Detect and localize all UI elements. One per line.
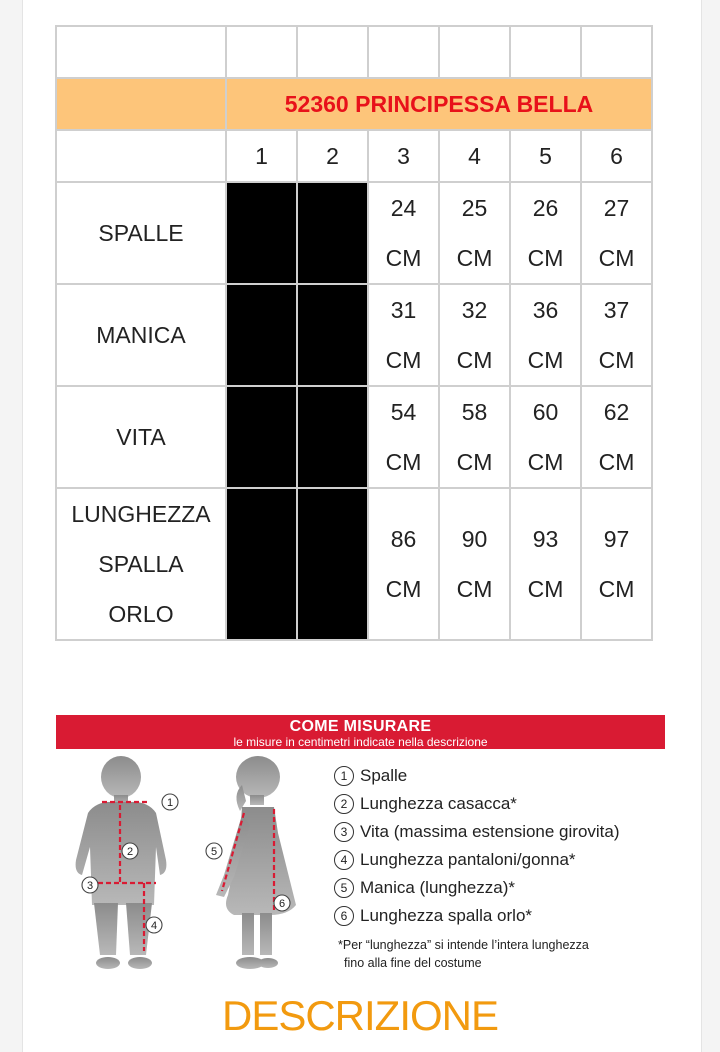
- how-to-measure-guide: [56, 715, 665, 980]
- step-number: 2: [334, 794, 354, 814]
- measurement-value: [510, 284, 581, 386]
- guide-title: COME MISURARE: [289, 718, 432, 735]
- size-header: 3: [368, 130, 439, 182]
- label-line: LUNGHEZZA: [71, 501, 211, 527]
- value-number: 93: [532, 526, 559, 552]
- girl-figure-side: [216, 756, 296, 969]
- figure-mark: 6: [278, 898, 286, 910]
- value-number: 60: [532, 399, 559, 425]
- step-number: 4: [334, 850, 354, 870]
- product-title: 52360 PRINCIPESSA BELLA: [284, 90, 594, 117]
- figure-mark: 4: [150, 920, 158, 932]
- measurement-row: [56, 488, 652, 640]
- measurement-row: [56, 182, 652, 284]
- measurement-value: [581, 488, 652, 640]
- step-text: Lunghezza casacca*: [360, 794, 517, 813]
- table-title-row: [56, 78, 652, 130]
- value-unit: CM: [385, 576, 422, 602]
- figure-mark: 3: [86, 880, 94, 892]
- measurement-value: [510, 182, 581, 284]
- step-number: 1: [334, 766, 354, 786]
- guide-step: [334, 790, 620, 818]
- value-unit: CM: [456, 576, 493, 602]
- size-header: 4: [439, 130, 510, 182]
- unavailable-size-cell: [226, 182, 297, 284]
- value-number: 86: [390, 526, 417, 552]
- step-text: Spalle: [360, 766, 408, 785]
- unavailable-size-cell: [226, 284, 297, 386]
- size-table: [55, 25, 653, 641]
- guide-step: [334, 846, 620, 874]
- figure-mark: 1: [166, 797, 174, 809]
- size-header: 6: [581, 130, 652, 182]
- value-unit: CM: [456, 245, 493, 271]
- guide-step: [334, 818, 620, 846]
- label-line: SPALLA: [98, 551, 184, 577]
- value-unit: CM: [598, 576, 635, 602]
- page-left-edge: [0, 0, 23, 1052]
- value-unit: CM: [598, 347, 635, 373]
- step-number: 6: [334, 906, 354, 926]
- step-text: Lunghezza spalla orlo*: [360, 906, 533, 925]
- guide-step: [334, 762, 620, 790]
- measurement-value: [368, 488, 439, 640]
- measurement-value: [368, 386, 439, 488]
- measurement-label: [56, 488, 226, 640]
- unavailable-size-cell: [226, 386, 297, 488]
- step-text: Lunghezza pantaloni/gonna*: [360, 850, 576, 869]
- size-header: 2: [297, 130, 368, 182]
- measurement-value: [510, 386, 581, 488]
- value-number: 31: [390, 297, 417, 323]
- value-unit: CM: [456, 449, 493, 475]
- value-unit: CM: [385, 347, 422, 373]
- value-unit: CM: [385, 449, 422, 475]
- measurement-value: [510, 488, 581, 640]
- value-unit: CM: [527, 245, 564, 271]
- measurement-value: [439, 182, 510, 284]
- value-number: 90: [461, 526, 488, 552]
- measurement-value: [368, 284, 439, 386]
- value-number: 97: [603, 526, 630, 552]
- step-text: Vita (massima estensione girovita): [360, 822, 620, 841]
- footnote-line: fino alla fine del costume: [344, 956, 482, 970]
- step-text: Manica (lunghezza)*: [360, 878, 515, 897]
- table-top-empty-row: [56, 26, 652, 78]
- value-unit: CM: [385, 245, 422, 271]
- step-number: 5: [334, 878, 354, 898]
- product-title-cell: [226, 78, 652, 130]
- measuring-figures: [56, 755, 316, 985]
- unavailable-size-cell: [297, 488, 368, 640]
- measurement-rows: [56, 182, 652, 640]
- measurement-value: [439, 284, 510, 386]
- guide-step: [334, 874, 620, 902]
- value-number: 27: [603, 195, 630, 221]
- guide-steps-list: [334, 762, 620, 930]
- value-number: 25: [461, 195, 488, 221]
- value-number: 62: [603, 399, 630, 425]
- step-number: 3: [334, 822, 354, 842]
- value-number: 24: [390, 195, 417, 221]
- value-unit: CM: [527, 576, 564, 602]
- label-line: VITA: [116, 424, 166, 450]
- unavailable-size-cell: [297, 386, 368, 488]
- measurement-value: [581, 284, 652, 386]
- value-unit: CM: [527, 449, 564, 475]
- measurement-label: [56, 386, 226, 488]
- measurement-value: [439, 386, 510, 488]
- measurement-row: [56, 284, 652, 386]
- figure-mark: 2: [126, 846, 134, 858]
- measurement-label: [56, 182, 226, 284]
- label-line: MANICA: [96, 322, 186, 348]
- measurement-value: [439, 488, 510, 640]
- value-number: 54: [390, 399, 417, 425]
- measurement-row: [56, 386, 652, 488]
- page-right-edge: [701, 0, 720, 1052]
- unavailable-size-cell: [297, 284, 368, 386]
- length-footnote: [338, 936, 668, 972]
- footnote-line: *Per “lunghezza” si intende l’intera lunghezza: [338, 938, 589, 952]
- measurement-label: [56, 284, 226, 386]
- guide-banner: [56, 715, 665, 749]
- guide-subtitle: le misure in centimetri indicate nella descrizione: [233, 735, 488, 749]
- unavailable-size-cell: [297, 182, 368, 284]
- title-blank-cell: [56, 78, 226, 130]
- size-numbers-row: [56, 130, 652, 182]
- value-number: 58: [461, 399, 488, 425]
- size-header: 5: [510, 130, 581, 182]
- value-unit: CM: [598, 449, 635, 475]
- guide-step: [334, 902, 620, 930]
- measurement-value: [368, 182, 439, 284]
- size-header: 1: [226, 130, 297, 182]
- description-heading: DESCRIZIONE: [221, 992, 499, 1039]
- value-unit: CM: [527, 347, 564, 373]
- value-number: 32: [461, 297, 488, 323]
- figure-mark: 5: [210, 846, 218, 858]
- label-line: ORLO: [108, 601, 174, 627]
- measurement-value: [581, 386, 652, 488]
- value-number: 26: [532, 195, 559, 221]
- value-number: 37: [603, 297, 630, 323]
- label-line: SPALLE: [98, 220, 184, 246]
- unavailable-size-cell: [226, 488, 297, 640]
- value-unit: CM: [598, 245, 635, 271]
- value-unit: CM: [456, 347, 493, 373]
- value-number: 36: [532, 297, 559, 323]
- measurement-value: [581, 182, 652, 284]
